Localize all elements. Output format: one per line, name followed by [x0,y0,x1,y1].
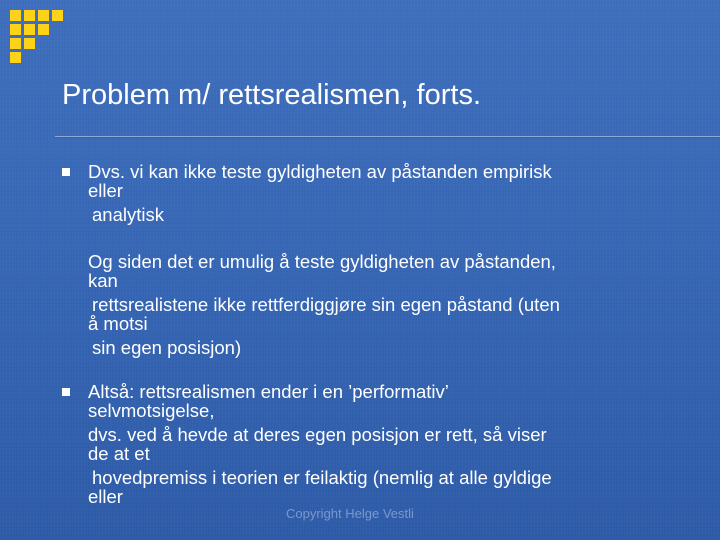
logo-square [24,24,35,35]
bullet-text-line: sin egen posisjon) [92,337,242,358]
bullet-text-line: Altså: rettsrealismen ender i en ’performativ’ [88,381,449,402]
title-divider [55,136,720,137]
slide-title: Problem m/ rettsrealismen, forts. [62,79,481,111]
logo-square [52,10,63,21]
copyright-text: Copyright Helge Vestli [286,506,414,521]
bullet-item-2 [62,380,702,509]
paragraph-gap [88,227,702,250]
yellow-square-grid-icon [10,10,66,66]
bullet-item-1 [62,160,702,360]
bullet-text-line: eller [88,486,123,507]
logo-square [10,10,21,21]
logo-square [24,10,35,21]
bullet-text-line: kan [88,270,118,291]
logo-square [10,52,21,63]
bullet-text-line: eller [88,180,123,201]
bullet-text-line: Dvs. vi kan ikke teste gyldigheten av påstanden empirisk [88,161,552,182]
bullet-text-line: hovedpremiss i teorien er feilaktig (nemlig at alle gyldige [92,467,552,488]
bullet-gap [62,360,702,380]
square-bullet-icon [62,388,70,396]
bullet-text-line: Og siden det er umulig å teste gyldigheten av påstanden, [88,251,556,272]
logo-square [38,24,49,35]
logo-square [38,10,49,21]
bullet-text-line: rettsrealistene ikke rettferdiggjøre sin egen påstand (uten [92,294,560,315]
bullet-text-line: dvs. ved å hevde at deres egen posisjon er rett, så viser [88,424,547,445]
logo-square [10,24,21,35]
logo-square [24,38,35,49]
slide-body [62,160,702,540]
bullet-text-line: selvmotsigelse, [88,400,215,421]
bullet-text-line: de at et [88,443,150,464]
bullet-text-line: analytisk [92,204,164,225]
square-bullet-icon [62,168,70,176]
logo-square [10,38,21,49]
bullet-text-line: å motsi [88,313,148,334]
